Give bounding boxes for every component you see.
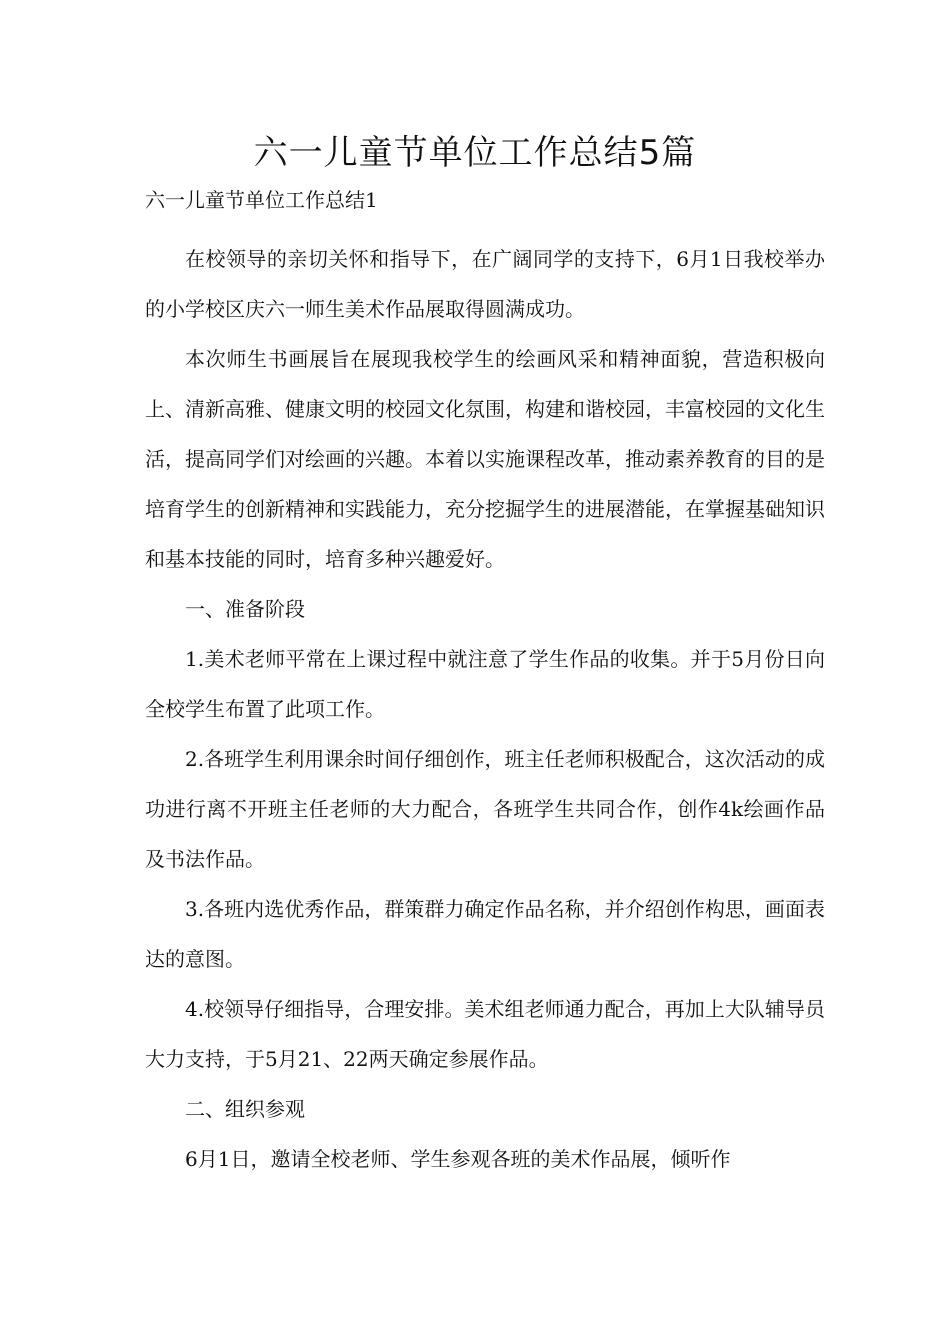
document-title: 六一儿童节单位工作总结5篇 xyxy=(253,133,697,173)
paragraph-purpose: 本次师生书画展旨在展现我校学生的绘画风采和精神面貌，营造积极向上、清新高雅、健康文明的校园文化氛围，构建和谐校园，丰富校园的文化生活，提高同学们对绘画的兴趣。本着以实施课程改革，推动素养教育的目的是培育学生的创新精神和实践能力，充分挖掘学生的进展潜能，在掌握基础知识和基本技能的同时，培育多种兴趣爱好。 xyxy=(145,347,825,571)
paragraph-visit: 6月1日，邀请全校老师、学生参观各班的美术作品展，倾听作 xyxy=(185,1147,731,1171)
list-item-1: 1.美术老师平常在上课过程中就注意了学生作品的收集。并于5月份日向全校学生布置了此项工作。 xyxy=(145,647,825,721)
list-item-2: 2.各班学生利用课余时间仔细创作，班主任老师积极配合，这次活动的成功进行离不开班主任老师的大力配合，各班学生共同合作，创作4k绘画作品及书法作品。 xyxy=(145,747,825,871)
heading-visit: 二、组织参观 xyxy=(185,1097,305,1121)
section-heading: 六一儿童节单位工作总结1 xyxy=(145,188,378,212)
list-item-3: 3.各班内选优秀作品，群策群力确定作品名称，并介绍创作构思，画面表达的意图。 xyxy=(145,897,825,971)
paragraph-intro: 在校领导的亲切关怀和指导下，在广阔同学的支持下，6月1日我校举办的小学校区庆六一师生美术作品展取得圆满成功。 xyxy=(145,247,825,321)
document-body xyxy=(145,234,825,1184)
heading-preparation: 一、准备阶段 xyxy=(185,597,305,621)
list-item-4: 4.校领导仔细指导，合理安排。美术组老师通力配合，再加上大队辅导员大力支持，于5月21、22两天确定参展作品。 xyxy=(145,997,825,1071)
